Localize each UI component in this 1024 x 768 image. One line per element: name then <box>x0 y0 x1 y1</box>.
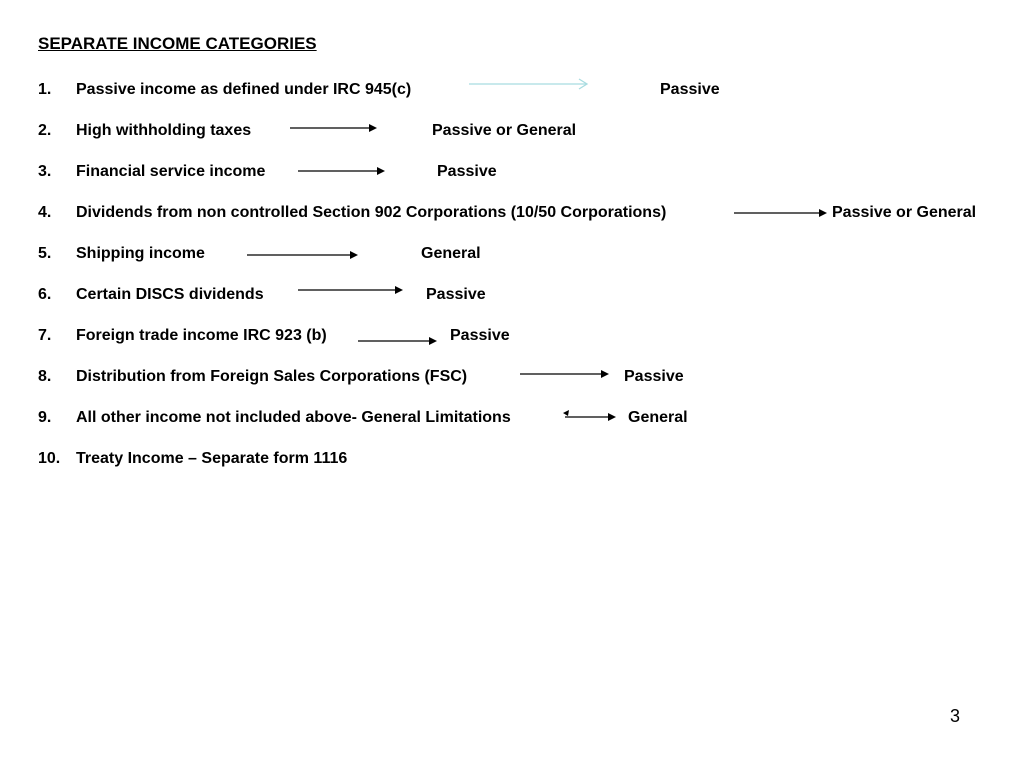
item-number: 3. <box>38 163 52 180</box>
arrow-right-icon <box>289 122 379 134</box>
page-number: 3 <box>950 706 961 726</box>
item-text: Shipping income <box>76 245 205 262</box>
item-text: All other income not included above- General Limitations <box>76 409 511 426</box>
item-category: Passive <box>450 327 510 344</box>
arrow-right-icon <box>468 77 590 91</box>
item-text: Dividends from non controlled Section 902 Corporations (10/50 Corporations) <box>76 204 667 221</box>
item-category: General <box>628 409 688 426</box>
list-item-5 <box>0 245 1024 269</box>
arrow-right-icon <box>733 207 829 219</box>
item-category: Passive <box>426 286 486 303</box>
list-item-3 <box>0 163 1024 187</box>
arrow-right-icon <box>246 249 360 261</box>
item-category: Passive or General <box>432 122 577 139</box>
item-number: 7. <box>38 327 52 344</box>
item-number: 4. <box>38 204 52 221</box>
double-arrow-icon <box>562 408 618 424</box>
list-item-8 <box>0 368 1024 392</box>
slide-title: SEPARATE INCOME CATEGORIES <box>38 34 317 53</box>
arrow-right-icon <box>297 284 405 296</box>
arrow-right-icon <box>519 368 611 380</box>
item-text: Foreign trade income IRC 923 (b) <box>76 327 327 344</box>
item-number: 10. <box>38 450 61 467</box>
item-number: 1. <box>38 81 52 98</box>
arrow-right-icon <box>297 165 387 177</box>
list-item-7 <box>0 327 1024 351</box>
list-item-6 <box>0 286 1024 310</box>
item-text: Treaty Income – Separate form 1116 <box>76 450 348 467</box>
list-item-2 <box>0 122 1024 146</box>
item-category: Passive or General <box>832 204 977 221</box>
list-item-10 <box>0 450 1024 474</box>
item-text: High withholding taxes <box>76 122 252 139</box>
item-number: 6. <box>38 286 52 303</box>
item-category: Passive <box>624 368 684 385</box>
item-number: 8. <box>38 368 52 385</box>
item-number: 5. <box>38 245 52 262</box>
item-category: Passive <box>660 81 720 98</box>
list-item-9 <box>0 409 1024 433</box>
item-number: 9. <box>38 409 52 426</box>
arrow-right-icon <box>357 335 439 347</box>
list-item-4 <box>0 204 1024 228</box>
item-text: Financial service income <box>76 163 266 180</box>
item-category: General <box>421 245 481 262</box>
list-item-1 <box>0 81 1024 105</box>
item-text: Passive income as defined under IRC 945(c) <box>76 81 412 98</box>
item-category: Passive <box>437 163 497 180</box>
item-number: 2. <box>38 122 52 139</box>
item-text: Distribution from Foreign Sales Corporations (FSC) <box>76 368 468 385</box>
item-text: Certain DISCS dividends <box>76 286 264 303</box>
